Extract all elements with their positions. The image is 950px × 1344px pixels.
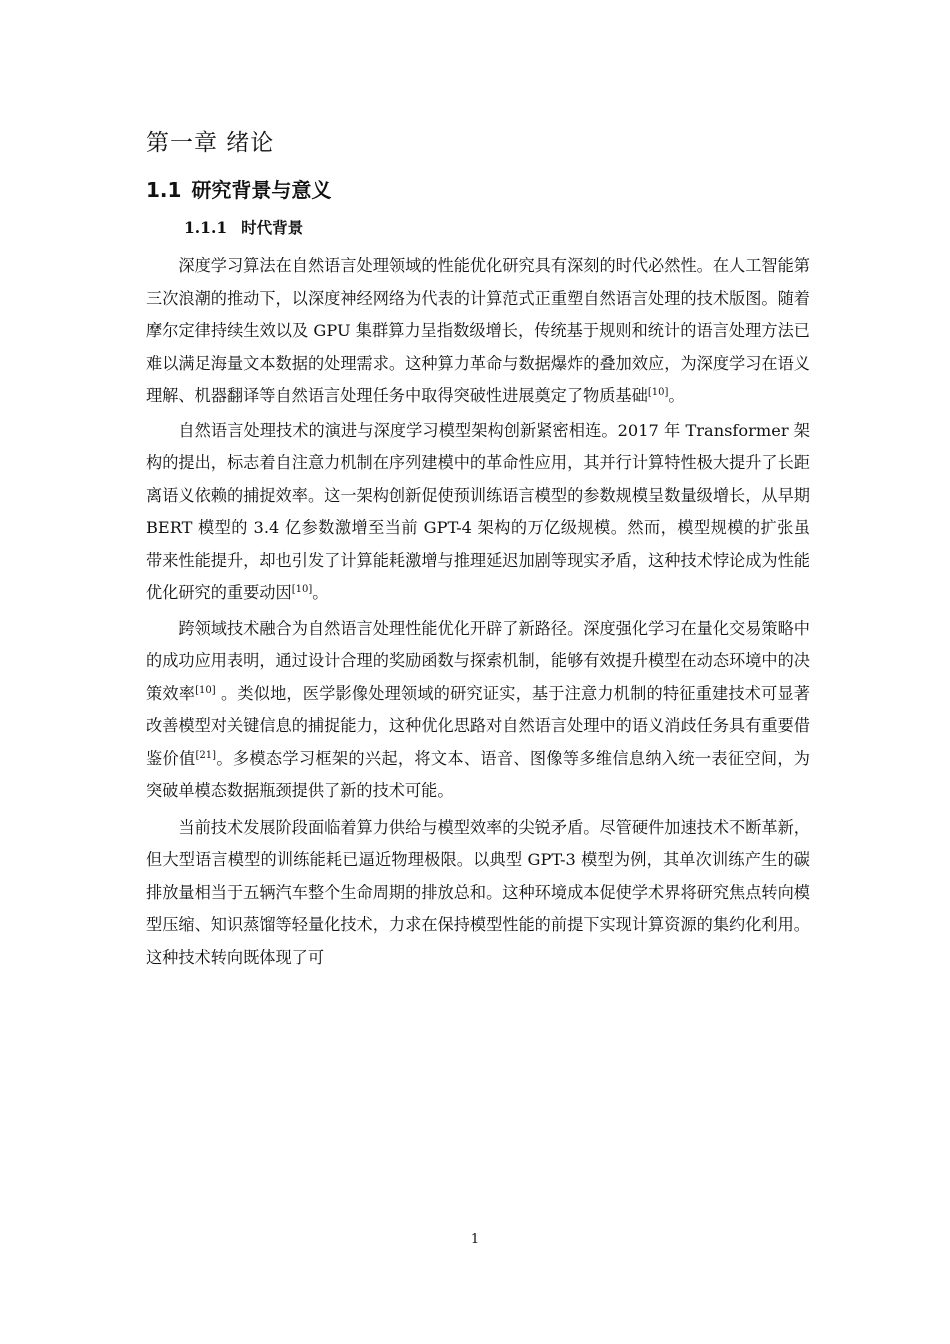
section-number: 1.1 xyxy=(146,178,182,202)
page-number: 1 xyxy=(470,1232,480,1247)
paragraph-text: 。 xyxy=(312,583,329,602)
paragraph-text: 跨领域技术融合为自然语言处理性能优化开辟了新路径。深度强化学习在量化交易策略中的成功应用表明，通过设计合理的奖励函数与探索机制，能够有效提升模型在动态环境中的决策效率 xyxy=(146,618,810,703)
subsection-title: 时代背景 xyxy=(241,218,304,237)
subsection-number: 1.1.1 xyxy=(184,218,228,237)
paragraph-3 xyxy=(146,613,810,808)
citation-ref: [21] xyxy=(195,749,217,761)
paragraph-text: 。多模态学习框架的兴起，将文本、语音、图像等多维信息纳入统一表征空间，为突破单模态数据瓶颈提供了新的技术可能。 xyxy=(146,748,810,800)
paragraph-text: 。 xyxy=(668,386,685,405)
paragraph-text: 深度学习算法在自然语言处理领域的性能优化研究具有深刻的时代必然性。在人工智能第三次浪潮的推动下，以深度神经网络为代表的计算范式正重塑自然语言处理的技术版图。随着摩尔定律持续生效以及 GPU 集群算力呈指数级增长，传统基于规则和统计的语言处理方法已难以满足海量文本数据的处理需求。这种算力革命与数据爆炸的叠加效应，为深度学习在语义理解、机器翻译等自然语言处理任务中取得突破性进展奠定了物质基础 xyxy=(146,256,810,405)
paragraph-text: 。类似地，医学影像处理领域的研究证实，基于注意力机制的特征重建技术可显著改善模型对关键信息的捕捉能力，这种优化思路对自然语言处理中的语义消歧任务具有重要借鉴价值 xyxy=(146,683,810,768)
citation-ref: [10] xyxy=(291,584,313,595)
paragraph-text: 当前技术发展阶段面临着算力供给与模型效率的尖锐矛盾。尽管硬件加速技术不断革新，但大型语言模型的训练能耗已逼近物理极限。以典型 GPT-3 模型为例，其单次训练产生的碳排放量相当于五辆汽车整个生命周期的排放总和。这种环境成本促使学术界将研究焦点转向模型压缩、知识蒸馏等轻量化技术，力求在保持模型性能的前提下实现计算资源的集约化利用。这种技术转向既体现了可 xyxy=(146,817,810,967)
body-text xyxy=(146,250,810,974)
paragraph-1 xyxy=(146,250,810,413)
paragraph-2 xyxy=(146,415,810,610)
section-heading xyxy=(146,174,331,203)
paragraph-text: 自然语言处理技术的演进与深度学习模型架构创新紧密相连。2017 年 Transformer 架构的提出，标志着自注意力机制在序列建模中的革命性应用，其并行计算特性极大提升了长距离语义依赖的捕捉效率。这一架构创新促使预训练语言模型的参数规模呈数量级增长，从早期 BERT 模型的 3.4 亿参数激增至当前 GPT-4 架构的万亿级规模。然而，模型规模的扩张虽带来性能提升，却也引发了计算能耗激增与推理延迟加剧等现实矛盾，这种技术悖论成为性能优化研究的重要动因 xyxy=(146,420,810,602)
section-title: 研究背景与意义 xyxy=(191,178,332,202)
chapter-title: 第一章 绪论 xyxy=(146,130,275,156)
citation-ref: [10] xyxy=(647,387,669,398)
paragraph-4 xyxy=(146,812,810,975)
citation-ref: [10] xyxy=(195,684,216,696)
subsection-heading xyxy=(184,216,303,238)
